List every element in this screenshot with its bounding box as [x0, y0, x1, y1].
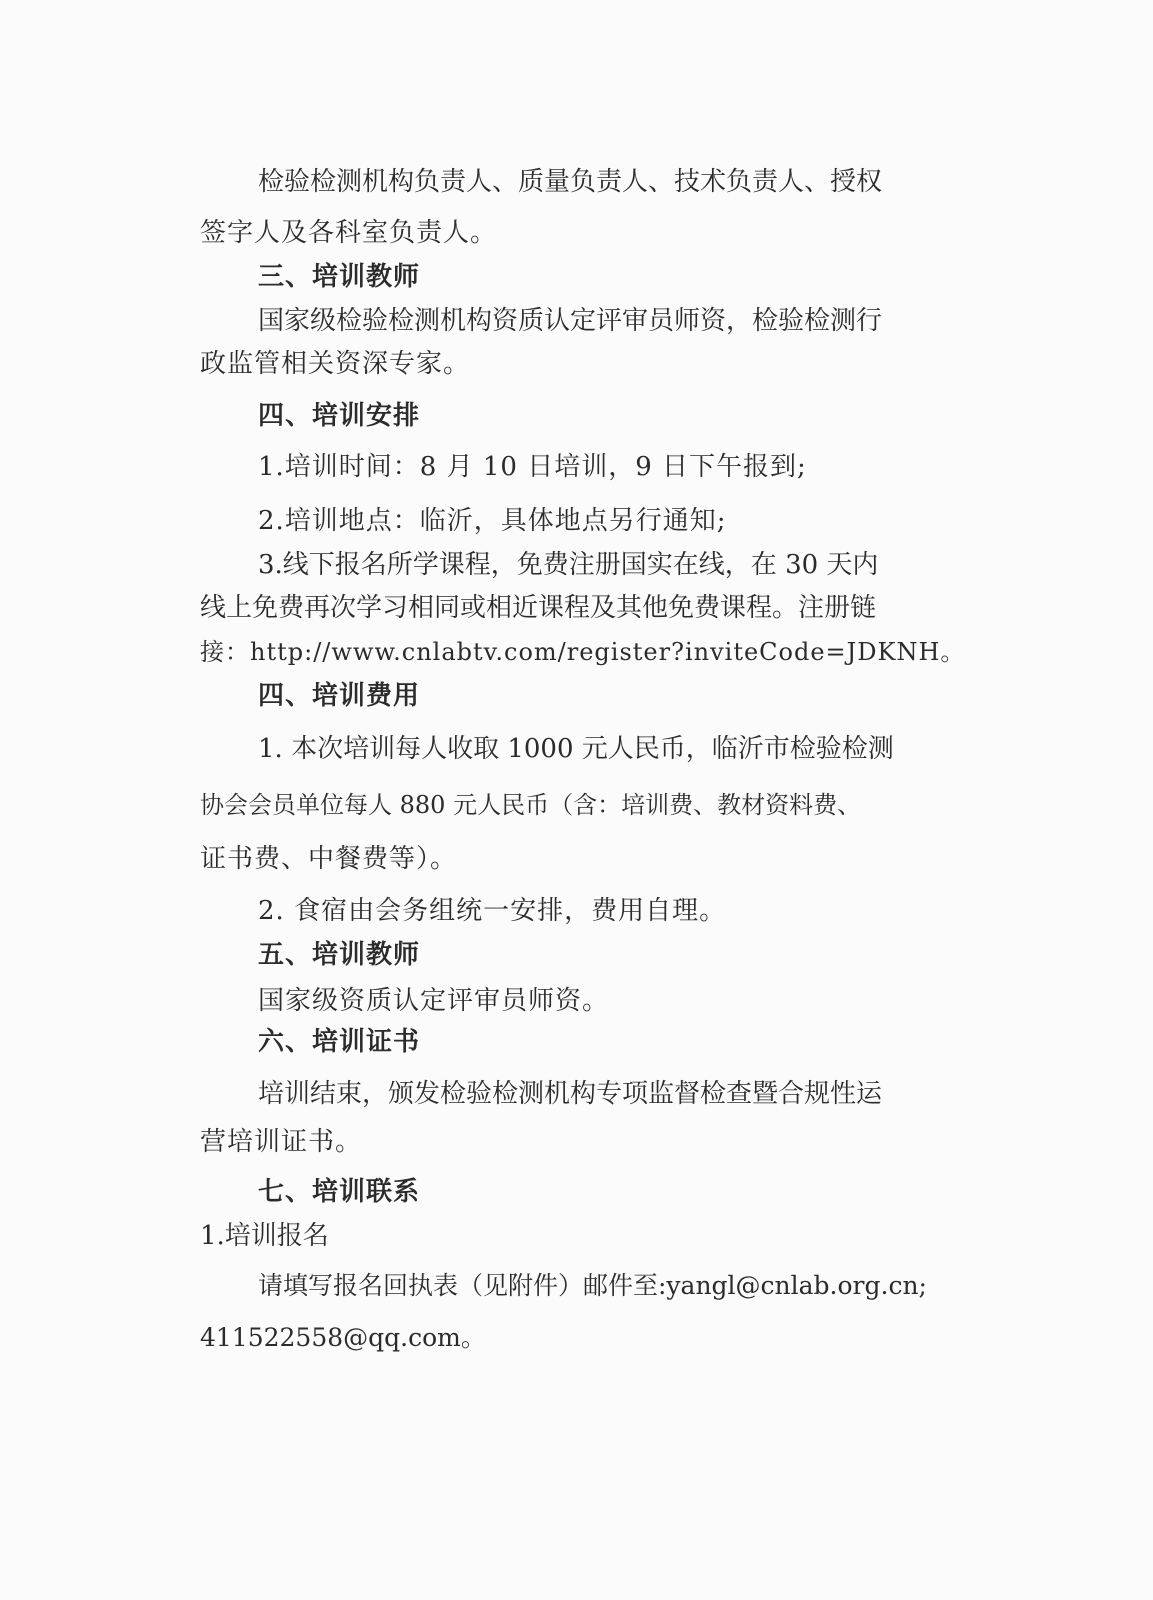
paragraph-participants-line1: 检验检测机构负责人、质量负责人、技术负责人、授权 — [258, 167, 883, 197]
arrangement-location: 2.培训地点：临沂，具体地点另行通知; — [258, 506, 727, 536]
paragraph-teachers: 国家级资质认定评审员师资。 — [258, 986, 610, 1016]
heading-trainers: 三、培训教师 — [258, 262, 421, 292]
registration-title: 1.培训报名 — [200, 1221, 329, 1251]
registration-email-line1: 请填写报名回执表（见附件）邮件至:yangl@cnlab.org.cn; — [258, 1271, 927, 1300]
fee-item1-line1: 1. 本次培训每人收取 1000 元人民币，临沂市检验检测 — [258, 734, 894, 764]
heading-certificate: 六、培训证书 — [258, 1027, 421, 1057]
paragraph-trainers-line1: 国家级检验检测机构资质认定评审员师资，检验检测行 — [258, 306, 883, 336]
paragraph-certificate-line2: 营培训证书。 — [200, 1127, 363, 1157]
registration-link: 接：http://www.cnlabtv.com/register?inviteCode=JDKNH。 — [200, 638, 966, 666]
heading-teachers: 五、培训教师 — [258, 940, 421, 970]
paragraph-participants-line2: 签字人及各科室负责人。 — [200, 218, 498, 248]
arrangement-online-line2: 线上免费再次学习相同或相近课程及其他免费课程。注册链 — [200, 593, 877, 623]
fee-item2: 2. 食宿由会务组统一安排，费用自理。 — [258, 896, 727, 926]
paragraph-trainers-line2: 政监管相关资深专家。 — [200, 349, 471, 379]
fee-item1-line2: 协会会员单位每人 880 元人民币（含：培训费、教材资料费、 — [200, 791, 862, 819]
arrangement-time: 1.培训时间：8 月 10 日培训，9 日下午报到; — [258, 452, 807, 482]
registration-email-line2: 411522558@qq.com。 — [200, 1323, 486, 1352]
heading-arrangement: 四、培训安排 — [258, 401, 421, 431]
heading-fees: 四、培训费用 — [258, 681, 421, 711]
arrangement-online-line1: 3.线下报名所学课程，免费注册国实在线，在 30 天内 — [258, 550, 879, 580]
paragraph-certificate-line1: 培训结束，颁发检验检测机构专项监督检查暨合规性运 — [258, 1079, 883, 1109]
fee-item1-line3: 证书费、中餐费等）。 — [200, 844, 458, 874]
heading-contact: 七、培训联系 — [258, 1177, 421, 1207]
